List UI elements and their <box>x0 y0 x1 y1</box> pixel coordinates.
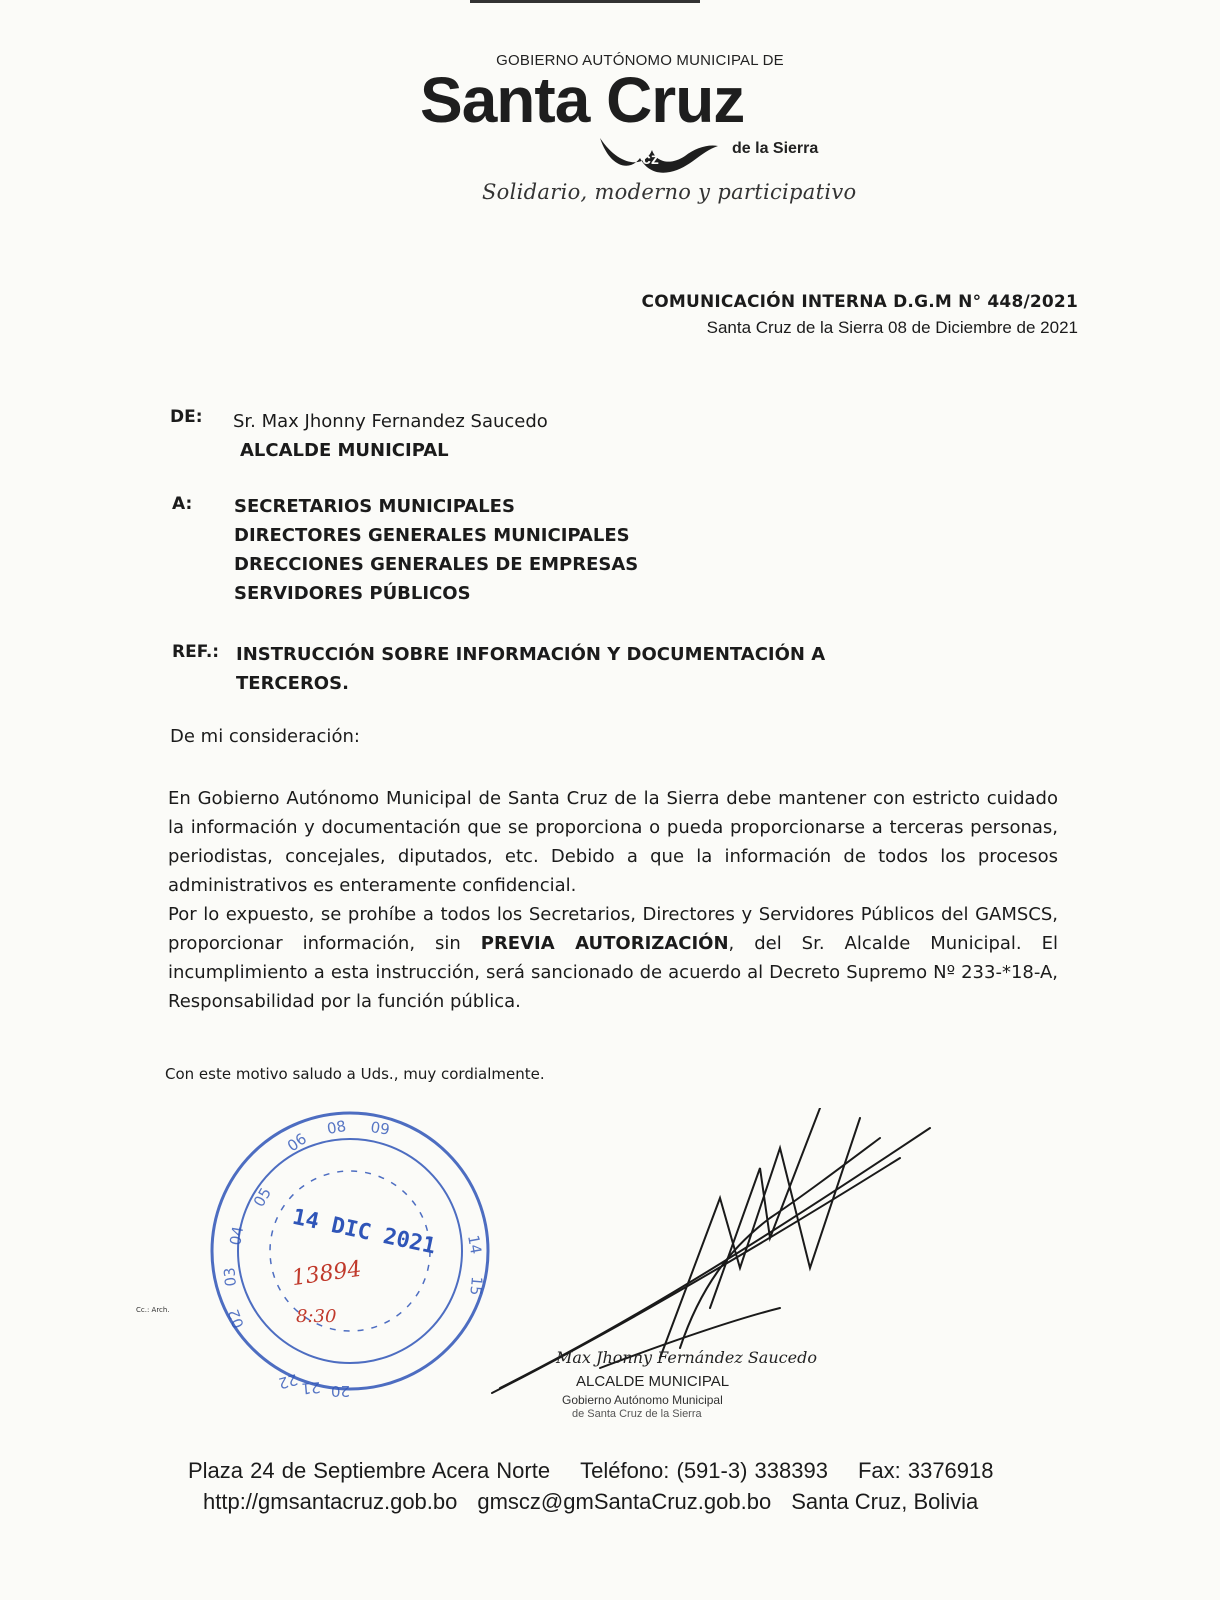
footer-email: gmscz@gmSantaCruz.gob.bo <box>477 1489 772 1514</box>
logo-city-name: Santa Cruz <box>420 64 745 136</box>
from-name: Sr. Max Jhonny Fernandez Saucedo <box>233 411 548 432</box>
footer-address: Plaza 24 de Septiembre Acera Norte <box>188 1458 551 1483</box>
footer-phone: Teléfono: (591-3) 338393 <box>580 1458 828 1483</box>
logo-government-line: GOBIERNO AUTÓNOMO MUNICIPAL DE <box>496 52 784 69</box>
footer-location: Santa Cruz, Bolivia <box>791 1489 979 1514</box>
body-text-segment: , del Sr. Alcalde Municipal. El incumplimiento a esta instrucción, será sancionado de acuerdo al Decreto Supremo Nº 233-*18-A, Responsabilidad por la función pública. <box>168 933 1058 1012</box>
svg-text:04: 04 <box>226 1224 248 1247</box>
svg-text:22: 22 <box>276 1370 300 1393</box>
stamp-number: 13894 <box>290 1256 364 1292</box>
svg-text:15: 15 <box>466 1275 486 1297</box>
svg-text:21: 21 <box>300 1378 322 1398</box>
body-text-segment: Por lo expuesto, se prohíbe a todos los Secretarios, Directores y Servidores Públicos del GAMSCS, proporcionar información, sin <box>168 904 1058 954</box>
svg-text:02: 02 <box>224 1306 248 1331</box>
logo-motto: Solidario, moderno y participativo <box>482 180 857 204</box>
svg-text:05: 05 <box>249 1184 276 1210</box>
from-label: DE: <box>170 407 203 427</box>
footer-website: http://gmsantacruz.gob.bo <box>203 1489 458 1514</box>
reference-label: REF.: <box>172 642 220 662</box>
logo-emblem-icon <box>590 128 720 178</box>
cc-note: Cc.: Arch. <box>136 1306 170 1314</box>
body-text <box>168 784 1058 1016</box>
svg-text:06: 06 <box>283 1129 310 1156</box>
closing-line: Con este motivo saludo a Uds., muy cordialmente. <box>165 1065 545 1083</box>
svg-text:09: 09 <box>369 1118 391 1139</box>
recipient-item: DRECCIONES GENERALES DE EMPRESAS <box>234 554 639 575</box>
signature-org-line: Gobierno Autónomo Municipal <box>562 1393 723 1407</box>
recipient-list <box>234 492 638 608</box>
recipient-item: SECRETARIOS MUNICIPALES <box>234 496 515 517</box>
footer-fax: Fax: 3376918 <box>857 1458 994 1483</box>
signature-org-line: de Santa Cruz de la Sierra <box>572 1408 702 1420</box>
salutation: De mi consideración: <box>170 726 360 747</box>
communication-title: COMUNICACIÓN INTERNA D.G.M N° 448/2021 <box>641 292 1078 312</box>
footer-contact-line <box>188 1458 994 1484</box>
stamp-date: 14 DIC 2021 <box>290 1204 438 1260</box>
from-title: ALCALDE MUNICIPAL <box>240 440 449 461</box>
body-emphasis: PREVIA AUTORIZACIÓN <box>480 933 729 954</box>
communication-date: Santa Cruz de la Sierra 08 de Diciembre de 2021 <box>706 318 1078 337</box>
recipient-item: SERVIDORES PÚBLICOS <box>234 583 471 604</box>
footer-web-line <box>203 1489 978 1515</box>
stamp-time: 8:30 <box>296 1306 337 1327</box>
svg-text:08: 08 <box>325 1116 348 1138</box>
to-label: A: <box>172 494 193 514</box>
body-paragraph <box>168 900 1058 1016</box>
reference-text: INSTRUCCIÓN SOBRE INFORMACIÓN Y DOCUMENTACIÓN A TERCEROS. <box>236 644 826 694</box>
signature-name: Max Jhonny Fernández Saucedo <box>556 1348 817 1367</box>
body-paragraph: En Gobierno Autónomo Municipal de Santa Cruz de la Sierra debe mantener con estricto cuidado la información y documentación que se proporciona o pueda proporcionarse a terceras personas, periodistas, concejales, diputados, etc. Debido a que la información de todos los procesos administrativos es enteramente confidencial. <box>168 788 1058 896</box>
svg-text:03: 03 <box>220 1266 240 1288</box>
svg-text:14: 14 <box>464 1233 486 1256</box>
received-stamp <box>200 1096 500 1406</box>
logo-city-subtitle: de la Sierra <box>732 140 819 157</box>
signature-title: ALCALDE MUNICIPAL <box>576 1373 730 1390</box>
scan-edge-line <box>470 0 700 3</box>
recipient-item: DIRECTORES GENERALES MUNICIPALES <box>234 525 630 546</box>
svg-text:20: 20 <box>330 1382 350 1400</box>
svg-text:cz: cz <box>642 151 659 168</box>
